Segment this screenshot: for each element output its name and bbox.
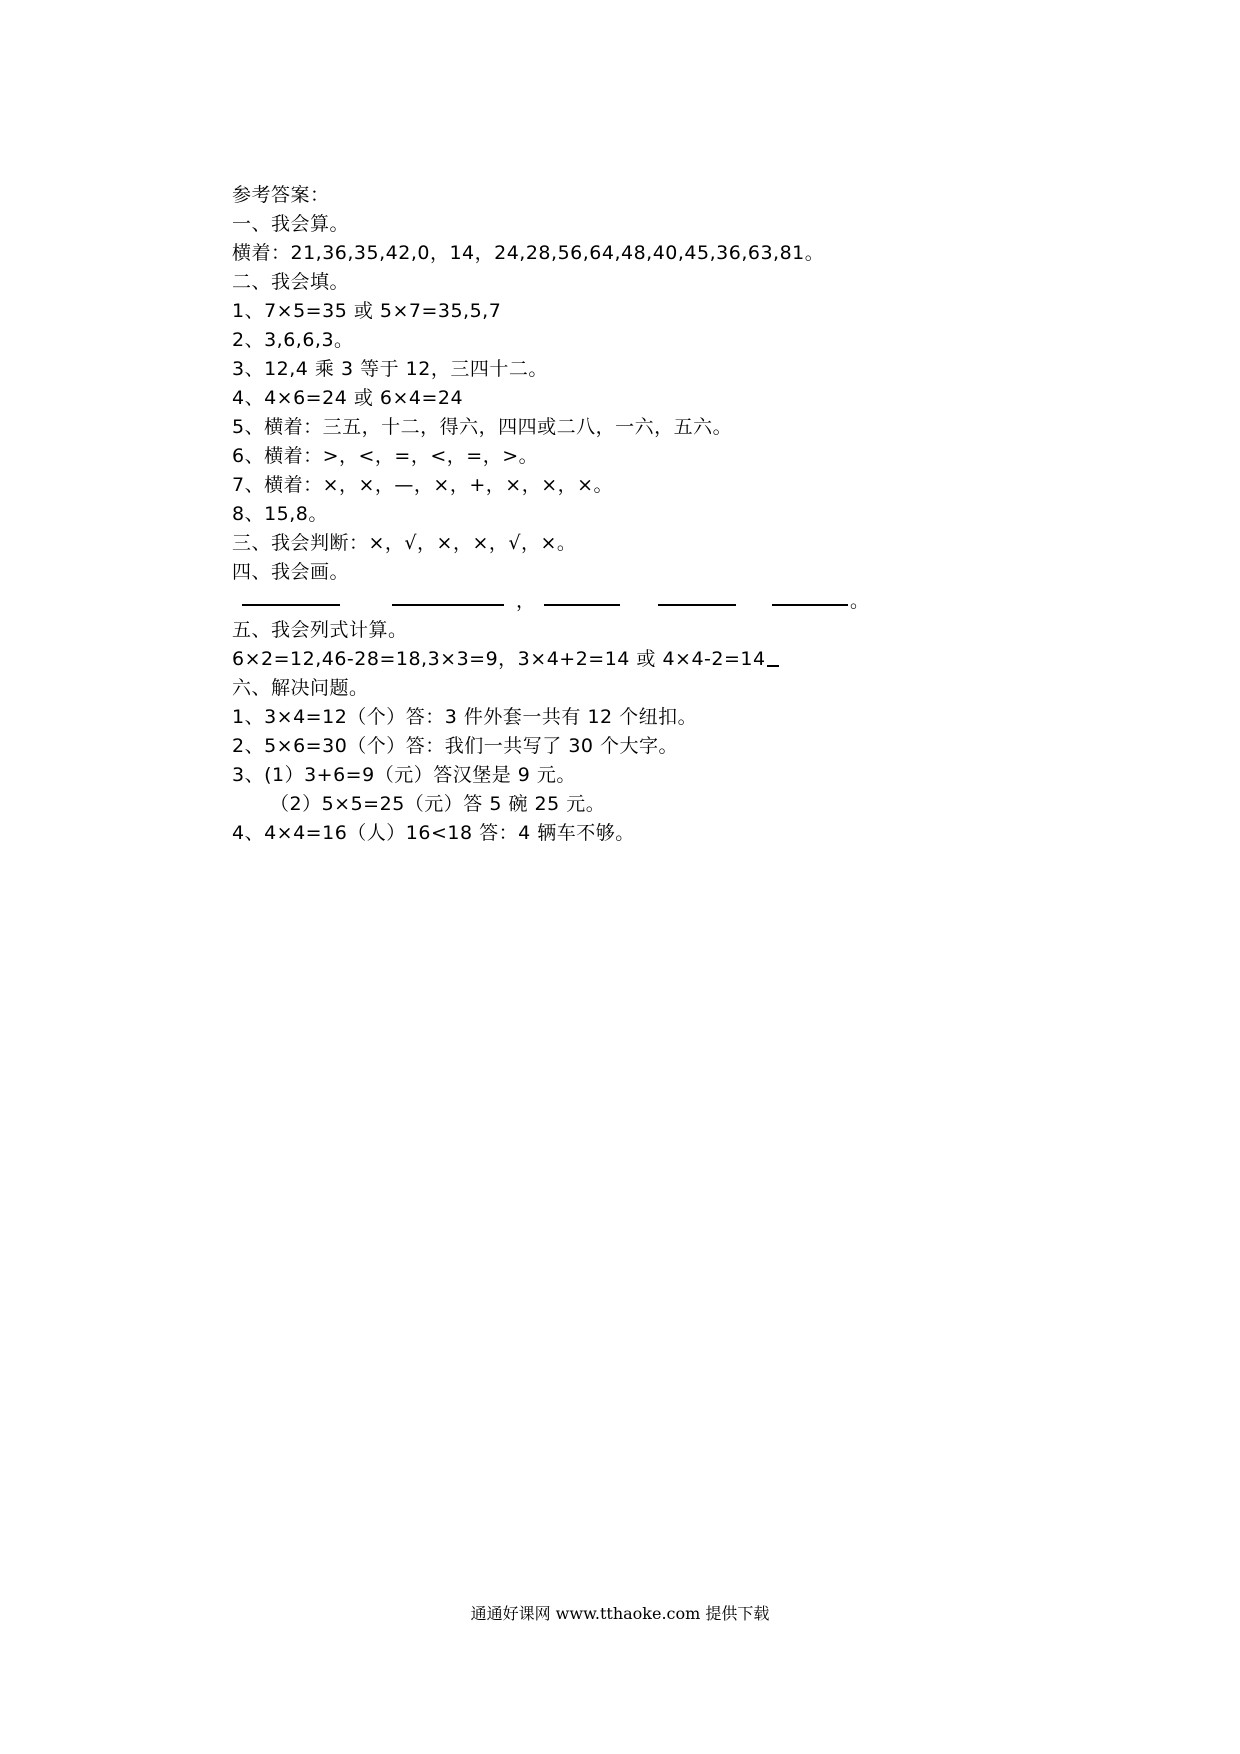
section-6-heading: 六、解决问题。 (232, 677, 369, 699)
section-3-heading: 三、我会判断：×，√，×，×，√，×。 (232, 532, 577, 554)
section-6-item-3a: 3、(1）3+6=9（元）答汉堡是 9 元。 (232, 764, 576, 786)
section-2-item-6: 6、横着：>，<，=，<，=，>。 (232, 445, 539, 467)
section-2-item-8: 8、15,8。 (232, 503, 328, 525)
section-2-item-2: 2、3,6,6,3。 (232, 329, 354, 351)
page-title: 参考答案： (232, 184, 330, 206)
drawn-segments-row (232, 588, 932, 614)
section-6-item-2: 2、5×6=30（个）答：我们一共写了 30 个大字。 (232, 735, 679, 757)
section-6-item-4: 4、4×4=16（人）16<18 答：4 辆车不够。 (232, 822, 635, 844)
section-2-item-7: 7、横着：×，×，—，×，+，×，×，×。 (232, 474, 614, 496)
section-4-heading: 四、我会画。 (232, 561, 350, 583)
section-5-answer (232, 646, 779, 672)
section-5-answer-text: 6×2=12,46-28=18,3×3=9，3×4+2=14 或 4×4-2=14 (232, 648, 766, 670)
drawn-segment-3 (544, 604, 620, 606)
section-6-item-3b: （2）5×5=25（元）答 5 碗 25 元。 (270, 793, 606, 815)
section-2-item-4: 4、4×6=24 或 6×4=24 (232, 387, 464, 409)
section-2-heading: 二、我会填。 (232, 271, 350, 293)
drawn-segment-1 (242, 604, 340, 606)
drawn-segment-4 (658, 604, 736, 606)
drawn-segment-2 (392, 604, 504, 606)
drawn-segments-period: 。 (850, 590, 870, 612)
drawn-segments-comma: ， (516, 590, 536, 612)
section-2-item-1: 1、7×5=35 或 5×7=35,5,7 (232, 300, 502, 322)
section-1-answer: 横着：21,36,35,42,0，14，24,28,56,64,48,40,45,36,63,81。 (232, 242, 825, 264)
section-2-item-3: 3、12,4 乘 3 等于 12，三四十二。 (232, 358, 548, 380)
section-6-item-1: 1、3×4=12（个）答：3 件外套一共有 12 个纽扣。 (232, 706, 698, 728)
section-1-heading: 一、我会算。 (232, 213, 350, 235)
drawn-segment-5 (772, 604, 848, 606)
section-2-item-5: 5、横着：三五，十二，得六，四四或二八，一六，五六。 (232, 416, 733, 438)
footer-credit: 通通好课网 www.tthaoke.com 提供下载 (470, 1604, 770, 1623)
section-5-heading: 五、我会列式计算。 (232, 619, 408, 641)
trailing-underline (767, 665, 779, 667)
